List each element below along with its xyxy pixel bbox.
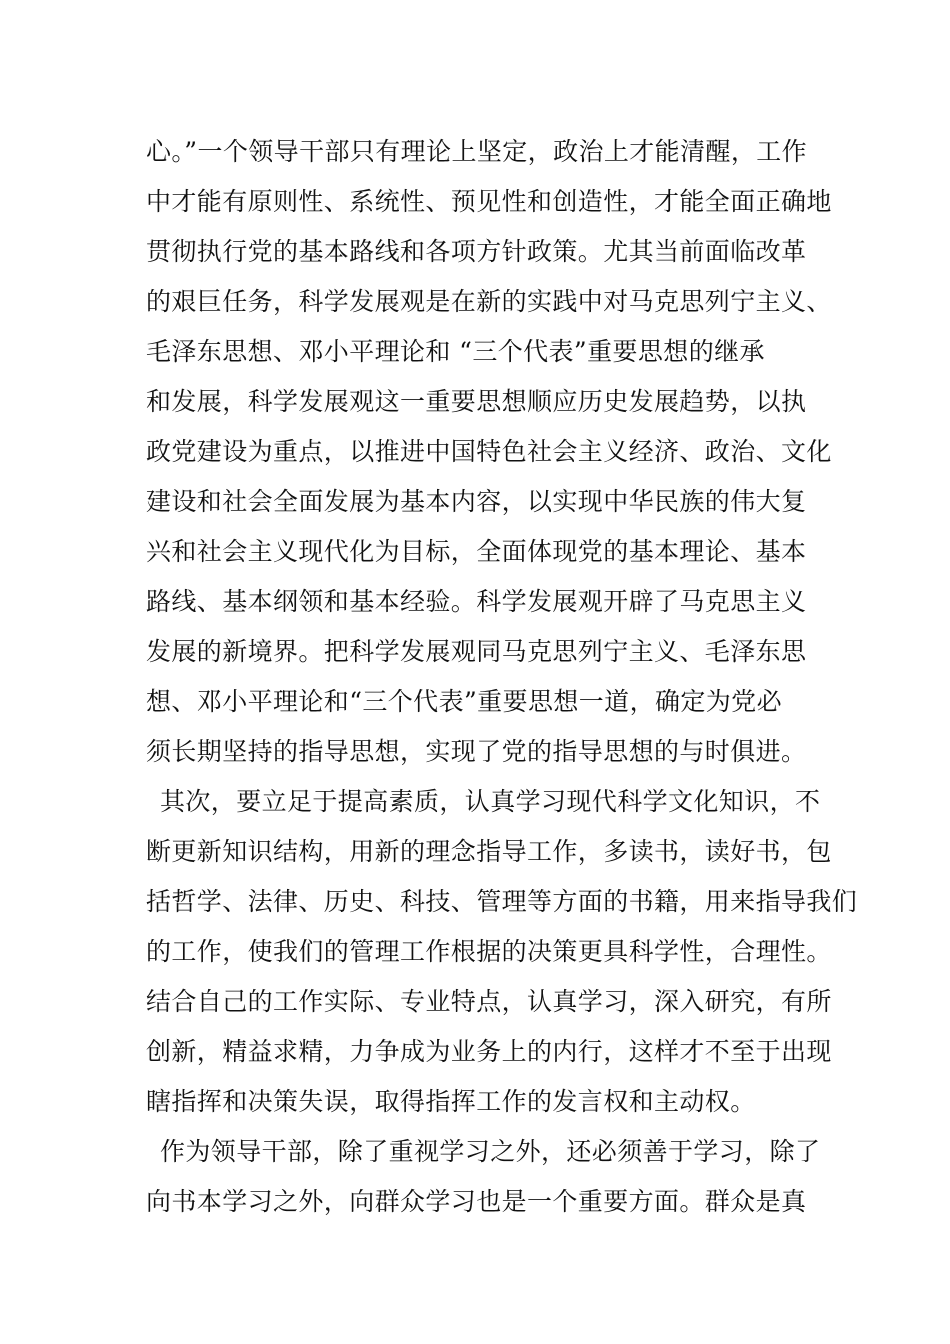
text-line: 括哲学、法律、历史、科技、管理等方面的书籍，用来指导我们 [146, 887, 858, 916]
text-line: 发展的新境界。把科学发展观同马克思列宁主义、毛泽东思 [146, 637, 807, 666]
text-line: 建设和社会全面发展为基本内容，以实现中华民族的伟大复 [146, 487, 807, 516]
text-line: 断更新知识结构，用新的理念指导工作，多读书，读好书，包 [146, 837, 832, 866]
text-line: 想、邓小平理论和“三个代表”重要思想一道，确定为党必 [146, 687, 782, 716]
text-line: 的工作，使我们的管理工作根据的决策更具科学性，合理性。 [146, 937, 832, 966]
text-line: 中才能有原则性、系统性、预见性和创造性，才能全面正确地 [146, 187, 832, 216]
paragraph-start-line: 作为领导干部，除了重视学习之外，还必须善于学习，除了 [160, 1137, 821, 1166]
text-line: 创新，精益求精，力争成为业务上的内行，这样才不至于出现 [146, 1037, 832, 1066]
text-line: 的艰巨任务，科学发展观是在新的实践中对马克思列宁主义、 [146, 287, 832, 316]
text-line: 瞎指挥和决策失误，取得指挥工作的发言权和主动权。 [146, 1087, 756, 1116]
text-line: 结合自己的工作实际、专业特点，认真学习，深入研究，有所 [146, 987, 832, 1016]
text-line: 心。”一个领导干部只有理论上坚定，政治上才能清醒，工作 [146, 137, 808, 166]
text-line: 路线、基本纲领和基本经验。科学发展观开辟了马克思主义 [146, 587, 807, 616]
text-line: 和发展，科学发展观这一重要思想顺应历史发展趋势，以执 [146, 387, 807, 416]
text-line: 毛泽东思想、邓小平理论和 “三个代表”重要思想的继承 [146, 337, 765, 366]
paragraph-start-line: 其次，要立足于提高素质，认真学习现代科学文化知识，不 [160, 787, 821, 816]
text-line: 贯彻执行党的基本路线和各项方针政策。尤其当前面临改革 [146, 237, 807, 266]
text-line: 政党建设为重点，以推进中国特色社会主义经济、政治、文化 [146, 437, 832, 466]
text-line: 兴和社会主义现代化为目标，全面体现党的基本理论、基本 [146, 537, 807, 566]
text-line: 向书本学习之外，向群众学习也是一个重要方面。群众是真 [146, 1187, 807, 1216]
document-body [146, 127, 858, 1227]
text-line: 须长期坚持的指导思想，实现了党的指导思想的与时俱进。 [146, 737, 807, 766]
